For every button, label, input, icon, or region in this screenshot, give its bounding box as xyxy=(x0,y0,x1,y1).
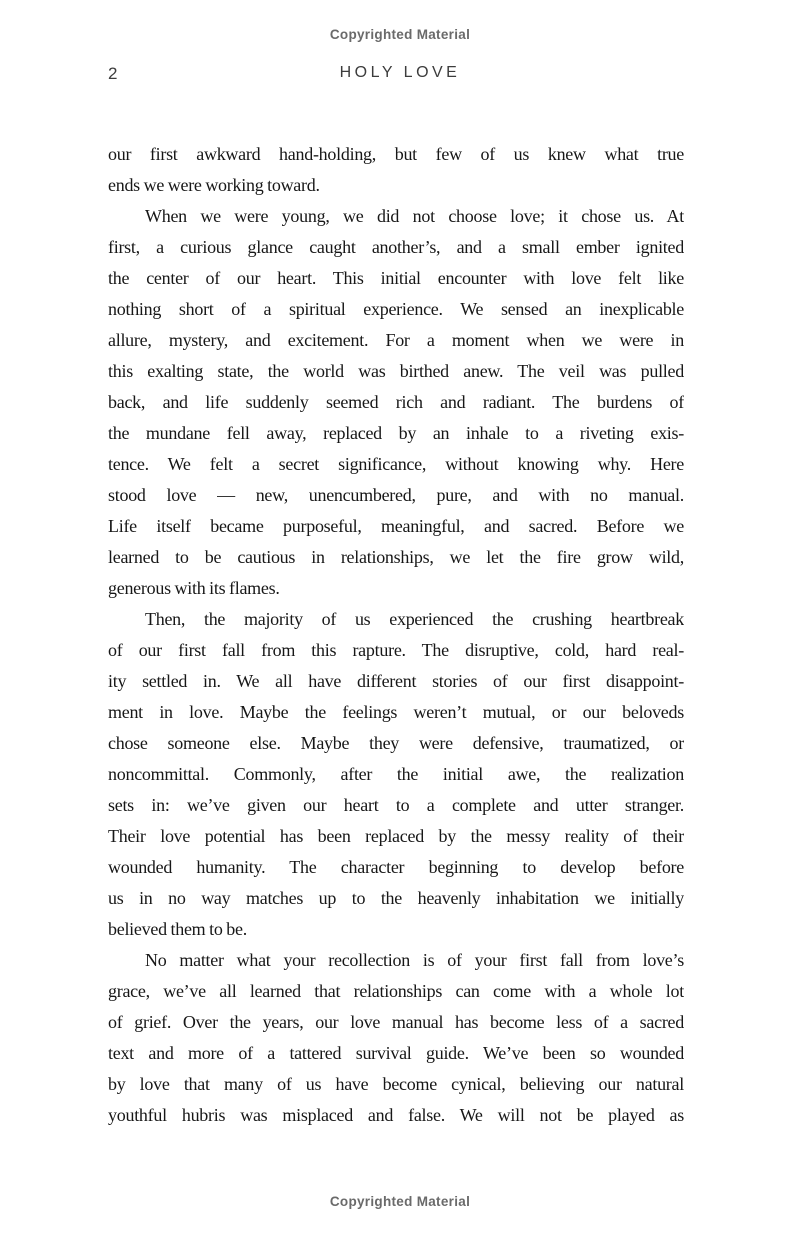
text-line: When we were young, we did not choose love; it chose us. At xyxy=(145,206,684,226)
page-header xyxy=(0,64,800,86)
page-number: 2 xyxy=(108,64,118,83)
paragraph xyxy=(108,201,684,604)
text-line: noncommittal. Commonly, after the initial awe, the realization xyxy=(108,764,684,784)
text-line: text and more of a tattered survival guide. We’ve been so wounded xyxy=(108,1043,684,1063)
copyright-notice-top: Copyrighted Material xyxy=(329,27,471,42)
text-line: grace, we’ve all learned that relationships can come with a whole lot xyxy=(108,981,684,1001)
paragraph xyxy=(108,604,684,945)
text-line: believed them to be. xyxy=(108,919,247,939)
text-line: of grief. Over the years, our love manual has become less of a sacred xyxy=(108,1012,684,1032)
text-line: Life itself became purposeful, meaningful, and sacred. Before we xyxy=(108,516,684,536)
text-line: back, and life suddenly seemed rich and radiant. The burdens of xyxy=(108,392,684,412)
text-line: youthful hubris was misplaced and false. We will not be played as xyxy=(108,1105,684,1125)
text-line: chose someone else. Maybe they were defensive, traumatized, or xyxy=(108,733,684,753)
text-line: Then, the majority of us experienced the crushing heartbreak xyxy=(145,609,684,629)
text-line: by love that many of us have become cynical, believing our natural xyxy=(108,1074,684,1094)
text-line: our first awkward hand-holding, but few of us knew what true xyxy=(108,144,684,164)
text-line: ends we were working toward. xyxy=(108,175,320,195)
text-line: tence. We felt a secret significance, without knowing why. Here xyxy=(108,454,684,474)
body-text xyxy=(108,139,684,1131)
paragraph xyxy=(108,139,684,201)
text-line: the mundane fell away, replaced by an inhale to a riveting exis- xyxy=(108,423,684,443)
text-line: allure, mystery, and excitement. For a moment when we were in xyxy=(108,330,684,350)
text-line: No matter what your recollection is of your first fall from love’s xyxy=(145,950,684,970)
text-line: sets in: we’ve given our heart to a complete and utter stranger. xyxy=(108,795,684,815)
text-line: wounded humanity. The character beginning to develop before xyxy=(108,857,684,877)
text-line: learned to be cautious in relationships, we let the fire grow wild, xyxy=(108,547,684,567)
text-line: stood love — new, unencumbered, pure, and with no manual. xyxy=(108,485,684,505)
text-line: ment in love. Maybe the feelings weren’t mutual, or our beloveds xyxy=(108,702,684,722)
text-line: ity settled in. We all have different stories of our first disappoint- xyxy=(108,671,684,691)
text-line: generous with its flames. xyxy=(108,578,280,598)
text-line: the center of our heart. This initial encounter with love felt like xyxy=(108,268,684,288)
running-head-title: HOLY LOVE xyxy=(339,64,461,81)
text-line: Their love potential has been replaced by the messy reality of their xyxy=(108,826,684,846)
text-line: this exalting state, the world was birthed anew. The veil was pulled xyxy=(108,361,684,381)
paragraph xyxy=(108,945,684,1131)
text-line: of our first fall from this rapture. The disruptive, cold, hard real- xyxy=(108,640,684,660)
text-line: us in no way matches up to the heavenly inhabitation we initially xyxy=(108,888,684,908)
text-line: first, a curious glance caught another’s, and a small ember ignited xyxy=(108,237,684,257)
copyright-notice-bottom: Copyrighted Material xyxy=(329,1194,471,1209)
text-line: nothing short of a spiritual experience. We sensed an inexplicable xyxy=(108,299,684,319)
